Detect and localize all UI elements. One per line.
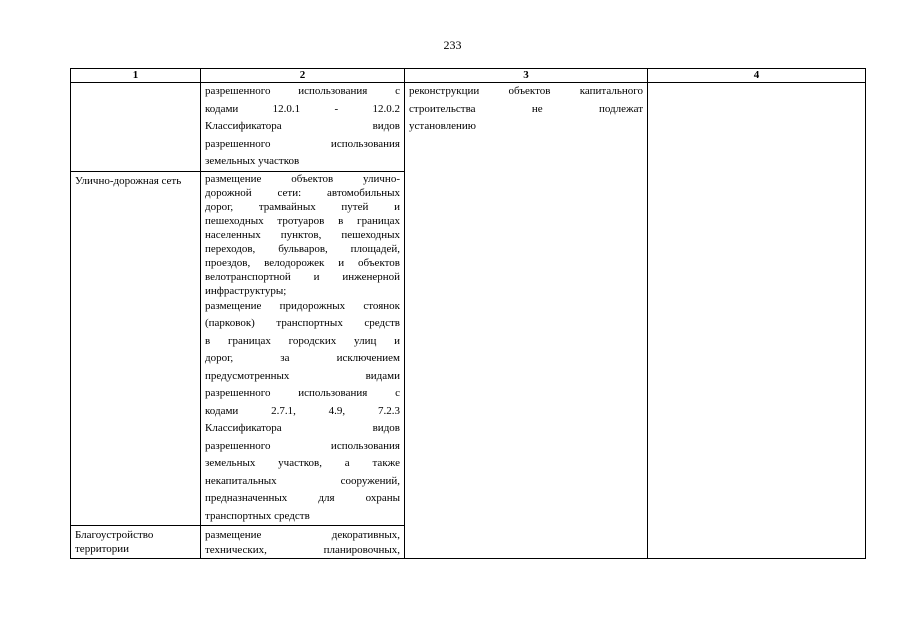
row-2-desc-line: некапитальных сооружений,: [205, 474, 400, 487]
row-2-desc-line: инфраструктуры;: [205, 284, 287, 297]
row-2-desc-line: земельных участков, а также: [205, 457, 400, 469]
row-3-desc-line: технических, планировочных,: [205, 544, 400, 556]
header-col-3: 3: [405, 69, 648, 83]
row-1-desc-line: кодами 12.0.1 - 12.0.2: [205, 102, 400, 115]
row-3-name: Благоустройство территории: [71, 526, 201, 559]
row-2-desc-line: проездов, велодорожек и объектов: [205, 256, 400, 269]
parameters-cell: [405, 83, 648, 559]
row-1-desc-line: Классификатора видов: [205, 120, 400, 132]
parameters-line: установлению: [409, 120, 477, 132]
page-number: 233: [443, 38, 462, 52]
row-2-description: [201, 171, 405, 526]
row-1-desc-line: земельных участков: [205, 155, 300, 167]
row-2-desc-line: предназначенных для охраны: [205, 492, 400, 504]
row-2-desc-line: переходов, бульваров, площадей,: [205, 242, 400, 255]
row-2-desc-line: дорог, трамвайных путей и: [205, 200, 400, 213]
row-2-desc-line: (парковок) транспортных средств: [205, 317, 400, 329]
row-2-desc-line: транспортных средств: [205, 509, 310, 522]
row-2-desc-line: в границах городских улиц и: [205, 334, 400, 347]
row-2-desc-line: дорог, за исключением: [205, 352, 400, 364]
row-1-description: [201, 83, 405, 172]
table-row: [71, 83, 866, 172]
row-1-desc-line: разрешенного использования: [205, 137, 400, 150]
row-2-desc-line: велотранспортной и инженерной: [205, 270, 400, 283]
row-3-description: [201, 526, 405, 559]
header-col-2: 2: [201, 69, 405, 83]
table-header-row: [71, 69, 866, 83]
row-2-desc-line: кодами 2.7.1, 4.9, 7.2.3: [205, 404, 400, 417]
parameters-line: реконструкции объектов капитального: [409, 85, 643, 97]
header-col-1: 1: [71, 69, 201, 83]
header-col-4: 4: [648, 69, 866, 83]
row-2-desc-line: Классификатора видов: [205, 422, 400, 434]
row-2-desc-line: предусмотренных видами: [205, 369, 400, 382]
row-2-desc-line: разрешенного использования: [205, 439, 400, 452]
row-2-name: Улично-дорожная сеть: [71, 171, 201, 526]
parameters-line: строительства не подлежат: [409, 102, 643, 115]
row-2-desc-line: размещение придорожных стоянок: [205, 299, 400, 312]
row-2-desc-line: дорожной сети: автомобильных: [205, 186, 400, 199]
notes-cell: [648, 83, 866, 559]
row-1-desc-line: разрешенного использования с: [205, 85, 400, 97]
row-2-desc-line: размещение объектов улично-: [205, 172, 400, 185]
row-2-desc-line: разрешенного использования с: [205, 387, 400, 399]
row-2-desc-line: населенных пунктов, пешеходных: [205, 228, 400, 241]
row-3-desc-line: размещение декоративных,: [205, 529, 400, 541]
row-2-desc-line: пешеходных тротуаров в границах: [205, 214, 400, 227]
zoning-table: [70, 68, 866, 559]
row-1-name: [71, 83, 201, 172]
